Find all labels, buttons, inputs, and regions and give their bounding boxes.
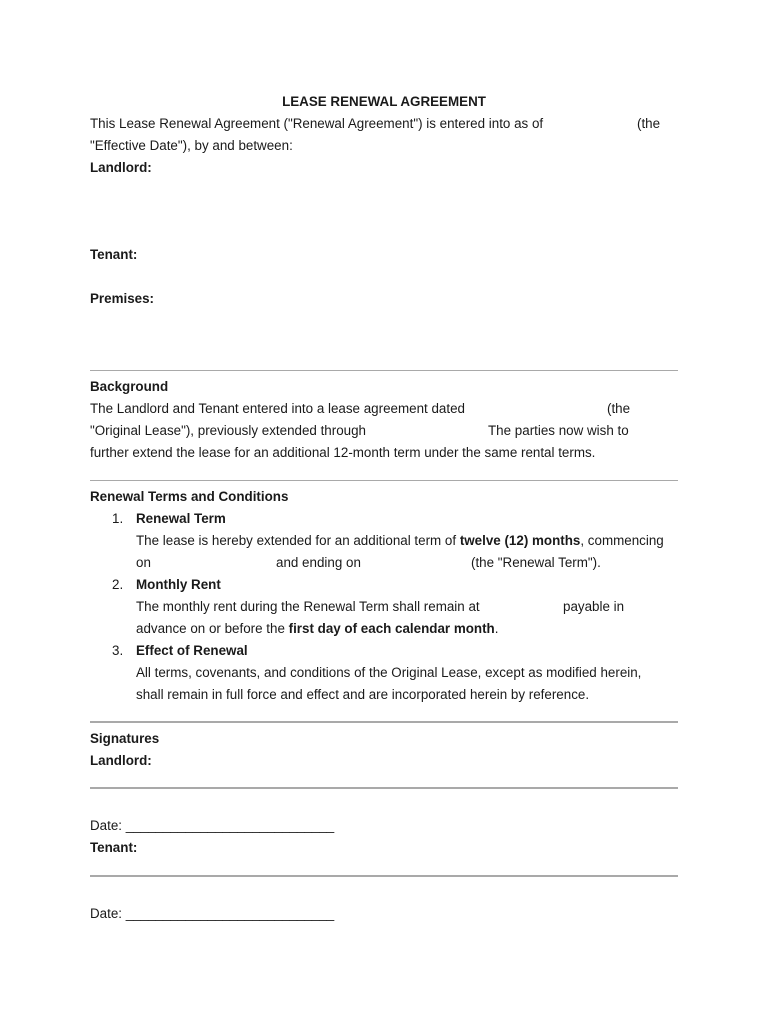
divider [90, 370, 678, 371]
terms-heading: Renewal Terms and Conditions [90, 489, 289, 504]
term-body-line-1: All terms, covenants, and conditions of the Original Lease, except as modified herein, [136, 665, 642, 680]
signatures-heading: Signatures [90, 731, 160, 746]
background-heading: Background [90, 379, 169, 394]
background-line-2-end: The parties now wish to [488, 423, 629, 438]
tenant-date: Date: ____________________________ [90, 906, 335, 921]
term-title: Monthly Rent [136, 577, 221, 592]
background-line-2: "Original Lease"), previously extended through [90, 423, 366, 438]
landlord-signature-label: Landlord: [90, 753, 152, 768]
background-line-1: The Landlord and Tenant entered into a lease agreement dated [90, 401, 465, 416]
term-number: 1. [112, 511, 124, 526]
intro-line-2: "Effective Date"), by and between: [90, 138, 293, 153]
landlord-date: Date: ____________________________ [90, 818, 335, 833]
tenant-signature-line [90, 875, 678, 877]
intro-line-1: This Lease Renewal Agreement ("Renewal Agreement") is entered into as of [90, 116, 544, 131]
landlord-signature-line [90, 787, 678, 789]
term-number: 3. [112, 643, 124, 658]
divider [90, 721, 678, 723]
landlord-label: Landlord: [90, 160, 152, 175]
term-body-line-1-end: payable in [563, 599, 625, 614]
term-body-line-1: The lease is hereby extended for an additional term of twelve (12) months, commencing [136, 533, 664, 548]
tenant-label: Tenant: [90, 247, 138, 262]
term-body-line-2: shall remain in full force and effect and are incorporated herein by reference. [136, 687, 590, 702]
term-body-line-1: The monthly rent during the Renewal Term shall remain at [136, 599, 480, 614]
background-line-3: further extend the lease for an additional 12-month term under the same rental terms. [90, 445, 596, 460]
term-body-line-2: advance on or before the first day of each calendar month. [136, 621, 499, 636]
tenant-signature-label: Tenant: [90, 840, 138, 855]
divider [90, 480, 678, 481]
term-body-on: on [136, 555, 151, 570]
premises-label: Premises: [90, 291, 155, 306]
term-title: Renewal Term [136, 511, 226, 526]
background-line-1-end: (the [607, 401, 631, 416]
intro-line-1-end: (the [637, 116, 661, 131]
term-title: Effect of Renewal [136, 643, 248, 658]
term-body-renewal-term: (the "Renewal Term"). [471, 555, 601, 570]
term-number: 2. [112, 577, 124, 592]
document-title: LEASE RENEWAL AGREEMENT [282, 94, 486, 109]
term-body-ending-on: and ending on [276, 555, 361, 570]
